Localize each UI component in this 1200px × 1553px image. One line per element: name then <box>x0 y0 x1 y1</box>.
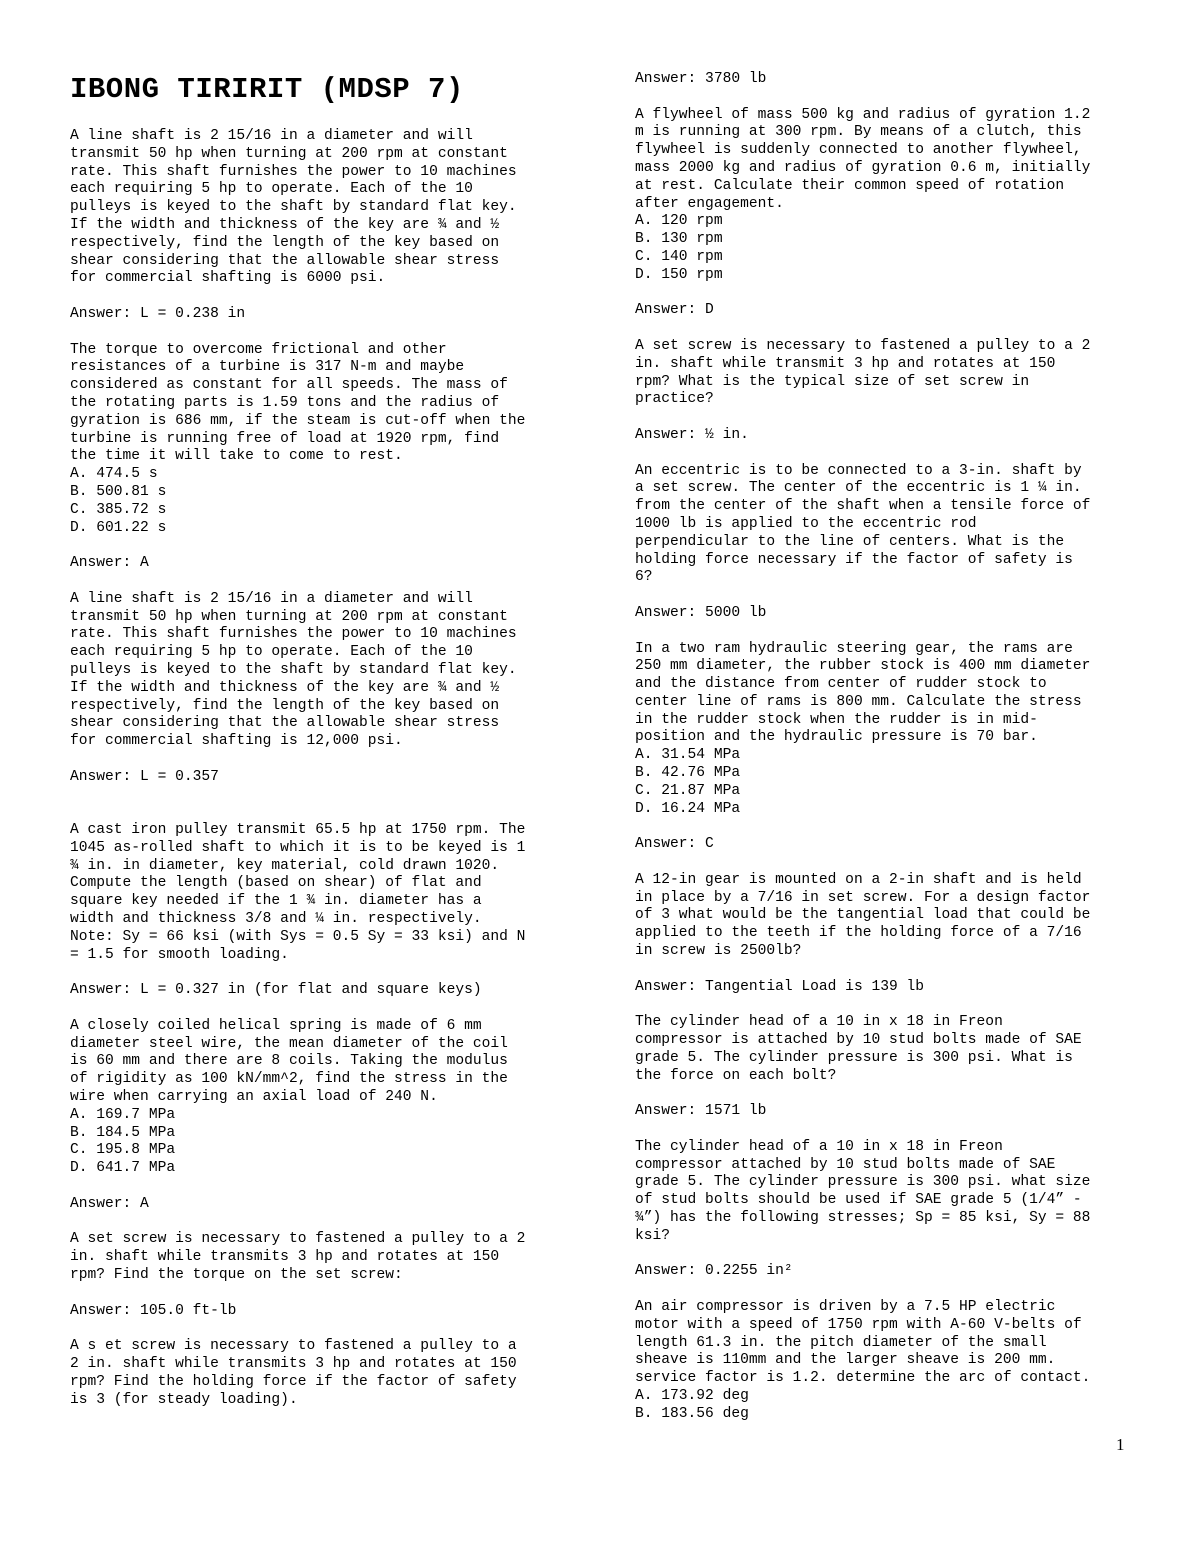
text-line: each requiring 5 hp to operate. Each of the 10 <box>70 644 473 661</box>
text-line: A. 474.5 s <box>70 466 158 483</box>
question-block <box>635 463 1135 588</box>
text-line: motor with a speed of 1750 rpm with A-60 V-belts of <box>635 1316 1082 1333</box>
text-line: In a two ram hydraulic steering gear, the rams are <box>635 640 1073 657</box>
text-line: C. 385.72 s <box>70 501 167 518</box>
text-line: A. 31.54 MPa <box>635 747 741 764</box>
text-line: shear considering that the allowable shear stress <box>70 715 500 732</box>
answer-line: Answer: 1571 lb <box>635 1103 767 1120</box>
question-block <box>70 128 570 288</box>
text-line: B. 130 rpm <box>635 231 723 248</box>
text-line: C. 140 rpm <box>635 248 723 265</box>
text-line: mass 2000 kg and radius of gyration 0.6 m, initially <box>635 159 1091 176</box>
question-block <box>635 641 1135 819</box>
question-block <box>70 591 570 751</box>
text-line: D. 16.24 MPa <box>635 800 741 817</box>
answer-line: Answer: C <box>635 836 714 853</box>
answer-line: Answer: D <box>635 302 714 319</box>
text-line: B. 500.81 s <box>70 483 167 500</box>
text-line: A. 120 rpm <box>635 213 723 230</box>
text-line: A line shaft is 2 15/16 in a diameter and will <box>70 590 473 607</box>
text-line: for commercial shafting is 12,000 psi. <box>70 733 403 750</box>
text-line: rpm? Find the holding force if the factor of safety <box>70 1373 517 1390</box>
text-line: after engagement. <box>635 195 784 212</box>
text-line: in place by a 7/16 in set screw. For a design factor <box>635 889 1091 906</box>
answer-block <box>70 1196 570 1214</box>
text-line: pulleys is keyed to the shaft by standard flat key. <box>70 661 517 678</box>
answer-block <box>635 979 1135 997</box>
text-line: pulleys is keyed to the shaft by standard flat key. <box>70 199 517 216</box>
text-line: B. 42.76 MPa <box>635 765 741 782</box>
text-line: transmit 50 hp when turning at 200 rpm at constant <box>70 145 508 162</box>
text-line: service factor is 1.2. determine the arc of contact. <box>635 1370 1091 1387</box>
text-line: 2 in. shaft while transmits 3 hp and rotates at 150 <box>70 1355 517 1372</box>
text-line: in. shaft while transmits 3 hp and rotates at 150 <box>70 1249 500 1266</box>
answer-line: Answer: 3780 lb <box>635 71 767 87</box>
text-line: The cylinder head of a 10 in x 18 in Freon <box>635 1014 1003 1031</box>
answer-block <box>70 769 570 805</box>
answer-block <box>635 302 1135 320</box>
answer-line: Answer: Tangential Load is 139 lb <box>635 978 925 995</box>
text-line: A. 169.7 MPa <box>70 1106 176 1123</box>
text-line: a set screw. The center of the eccentric is 1 ¼ in. <box>635 480 1082 497</box>
text-line: A. 173.92 deg <box>635 1387 749 1404</box>
left-column-content <box>70 128 570 1409</box>
text-line: rate. This shaft furnishes the power to 10 machines <box>70 626 517 643</box>
text-line: the time it will take to come to rest. <box>70 448 403 465</box>
text-line: C. 195.8 MPa <box>70 1142 176 1159</box>
answer-block <box>70 555 570 573</box>
text-line: respectively, find the length of the key based on <box>70 234 500 251</box>
text-line: sheave is 110mm and the larger sheave is 200 mm. <box>635 1352 1056 1369</box>
text-line: ¾ in. in diameter, key material, cold drawn 1020. <box>70 857 500 874</box>
text-line: rpm? What is the typical size of set screw in <box>635 373 1030 390</box>
text-line: resistances of a turbine is 317 N-m and maybe <box>70 359 465 376</box>
text-line: = 1.5 for smooth loading. <box>70 946 289 963</box>
text-line: flywheel is suddenly connected to another flywheel, <box>635 142 1082 159</box>
answer-line: Answer: ½ in. <box>635 426 749 443</box>
text-line: length 61.3 in. the pitch diameter of the small <box>635 1334 1047 1351</box>
text-line: 6? <box>635 569 653 586</box>
answer-line: Answer: 5000 lb <box>635 604 767 621</box>
answer-line: Answer: A <box>70 1195 149 1212</box>
answer-line: Answer: A <box>70 555 149 572</box>
text-line: square key needed if the 1 ¾ in. diameter has a <box>70 893 482 910</box>
text-line: rpm? Find the torque on the set screw: <box>70 1267 403 1283</box>
text-line: perpendicular to the line of centers. What is the <box>635 533 1065 550</box>
text-line: of stud bolts should be used if SAE grade 5 (1/4” - <box>635 1192 1082 1209</box>
text-line: is 3 (for steady loading). <box>70 1391 298 1408</box>
text-line: practice? <box>635 391 714 408</box>
text-line: Note: Sy = 66 ksi (with Sys = 0.5 Sy = 33 ksi) and N <box>70 928 526 945</box>
text-line: If the width and thickness of the key are ¾ and ½ <box>70 216 500 233</box>
text-line: A cast iron pulley transmit 65.5 hp at 1750 rpm. The <box>70 822 526 839</box>
text-line: is 60 mm and there are 8 coils. Taking the modulus <box>70 1053 508 1070</box>
text-line: A s et screw is necessary to fastened a pulley to a <box>70 1338 517 1355</box>
text-line: in the rudder stock when the rudder is in mid- <box>635 711 1038 728</box>
text-line: of 3 what would be the tangential load that could be <box>635 907 1091 924</box>
text-line: If the width and thickness of the key are ¾ and ½ <box>70 679 500 696</box>
text-line: turbine is running free of load at 1920 rpm, find <box>70 430 500 447</box>
text-line: for commercial shafting is 6000 psi. <box>70 270 386 287</box>
answer-line: Answer: L = 0.357 <box>70 768 219 785</box>
text-line: 1000 lb is applied to the eccentric rod <box>635 515 977 532</box>
question-block <box>70 822 570 964</box>
question-block <box>70 1231 570 1284</box>
answer-block <box>70 1303 570 1321</box>
text-line: ¾”) has the following stresses; Sp = 85 ksi, Sy = 88 <box>635 1210 1091 1226</box>
text-line: The torque to overcome frictional and other <box>70 341 447 358</box>
question-block <box>635 1139 1135 1246</box>
answer-block <box>635 1103 1135 1121</box>
answer-block <box>635 1263 1135 1281</box>
text-line: position and the hydraulic pressure is 70 bar. <box>635 729 1038 746</box>
text-line: An air compressor is driven by a 7.5 HP electric <box>635 1298 1056 1315</box>
answer-line <box>70 786 570 804</box>
text-line: D. 641.7 MPa <box>70 1160 176 1177</box>
answer-line: Answer: L = 0.238 in <box>70 305 246 322</box>
text-line: respectively, find the length of the key based on <box>70 697 500 714</box>
text-line: center line of rams is 800 mm. Calculate the stress <box>635 693 1082 710</box>
left-column <box>70 70 570 1427</box>
page-number: 1 <box>1116 1435 1125 1454</box>
text-line: A set screw is necessary to fastened a pulley to a 2 <box>635 337 1091 354</box>
text-line: in. shaft while transmit 3 hp and rotates at 150 <box>635 355 1056 372</box>
question-block <box>635 1014 1135 1085</box>
text-line: compressor attached by 10 stud bolts made of SAE <box>635 1156 1056 1173</box>
answer-line: Answer: L = 0.327 in (for flat and square keys) <box>70 982 482 999</box>
answer-line: Answer: 105.0 ft-lb <box>70 1302 237 1319</box>
question-block <box>70 1338 570 1409</box>
text-line: in screw is 2500lb? <box>635 943 802 960</box>
text-line: width and thickness 3/8 and ¼ in. respectively. <box>70 911 482 928</box>
text-line: D. 150 rpm <box>635 266 723 283</box>
question-block <box>635 107 1135 285</box>
answer-block <box>635 71 1135 89</box>
text-line: A line shaft is 2 15/16 in a diameter and will <box>70 128 473 144</box>
text-line: The cylinder head of a 10 in x 18 in Freon <box>635 1138 1003 1155</box>
right-column <box>635 71 1135 1441</box>
text-line: shear considering that the allowable shear stress <box>70 252 500 269</box>
text-line: Compute the length (based on shear) of flat and <box>70 875 482 892</box>
text-line: the force on each bolt? <box>635 1067 837 1084</box>
answer-block <box>70 306 570 324</box>
text-line: grade 5. The cylinder pressure is 300 psi. what size <box>635 1174 1091 1191</box>
text-line: rate. This shaft furnishes the power to 10 machines <box>70 163 517 180</box>
question-block <box>635 1299 1135 1424</box>
answer-block <box>70 982 570 1000</box>
text-line: transmit 50 hp when turning at 200 rpm at constant <box>70 608 508 625</box>
text-line: B. 183.56 deg <box>635 1405 749 1422</box>
text-line: of rigidity as 100 kN/mm^2, find the stress in the <box>70 1071 508 1088</box>
text-line: ksi? <box>635 1227 671 1244</box>
text-line: wire when carrying an axial load of 240 N. <box>70 1089 438 1106</box>
answer-block <box>635 427 1135 445</box>
text-line: compressor is attached by 10 stud bolts made of SAE <box>635 1032 1082 1049</box>
question-block <box>70 1018 570 1178</box>
text-line: each requiring 5 hp to operate. Each of the 10 <box>70 181 473 198</box>
answer-line: Answer: 0.2255 in² <box>635 1263 793 1280</box>
right-column-content <box>635 71 1135 1424</box>
text-line: diameter steel wire, the mean diameter of the coil <box>70 1035 508 1052</box>
text-line: 250 mm diameter, the rubber stock is 400 mm diameter <box>635 658 1091 675</box>
question-block <box>635 872 1135 961</box>
answer-block <box>635 836 1135 854</box>
text-line: B. 184.5 MPa <box>70 1124 176 1141</box>
text-line: A 12-in gear is mounted on a 2-in shaft and is held <box>635 871 1082 888</box>
text-line: from the center of the shaft when a tensile force of <box>635 498 1091 515</box>
text-line: m is running at 300 rpm. By means of a clutch, this <box>635 124 1082 141</box>
document-title: IBONG TIRIRIT (MDSP 7) <box>70 73 464 106</box>
text-line: An eccentric is to be connected to a 3-in. shaft by <box>635 462 1082 479</box>
question-block <box>70 342 570 538</box>
text-line: at rest. Calculate their common speed of rotation <box>635 177 1065 194</box>
text-line: applied to the teeth if the holding force of a 7/16 <box>635 925 1082 942</box>
text-line: D. 601.22 s <box>70 519 167 536</box>
text-line: A flywheel of mass 500 kg and radius of gyration 1.2 <box>635 106 1091 123</box>
text-line: gyration is 686 mm, if the steam is cut-off when the <box>70 412 526 429</box>
text-line: A set screw is necessary to fastened a pulley to a 2 <box>70 1231 526 1248</box>
text-line: considered as constant for all speeds. The mass of <box>70 377 508 394</box>
text-line: and the distance from center of rudder stock to <box>635 676 1047 693</box>
text-line: grade 5. The cylinder pressure is 300 psi. What is <box>635 1049 1073 1066</box>
text-line: A closely coiled helical spring is made of 6 mm <box>70 1017 482 1034</box>
text-line: holding force necessary if the factor of safety is <box>635 551 1073 568</box>
answer-block <box>635 605 1135 623</box>
text-line: 1045 as-rolled shaft to which it is to be keyed is 1 <box>70 839 526 856</box>
text-line: the rotating parts is 1.59 tons and the radius of <box>70 394 500 411</box>
question-block <box>635 338 1135 409</box>
text-line: C. 21.87 MPa <box>635 782 741 799</box>
